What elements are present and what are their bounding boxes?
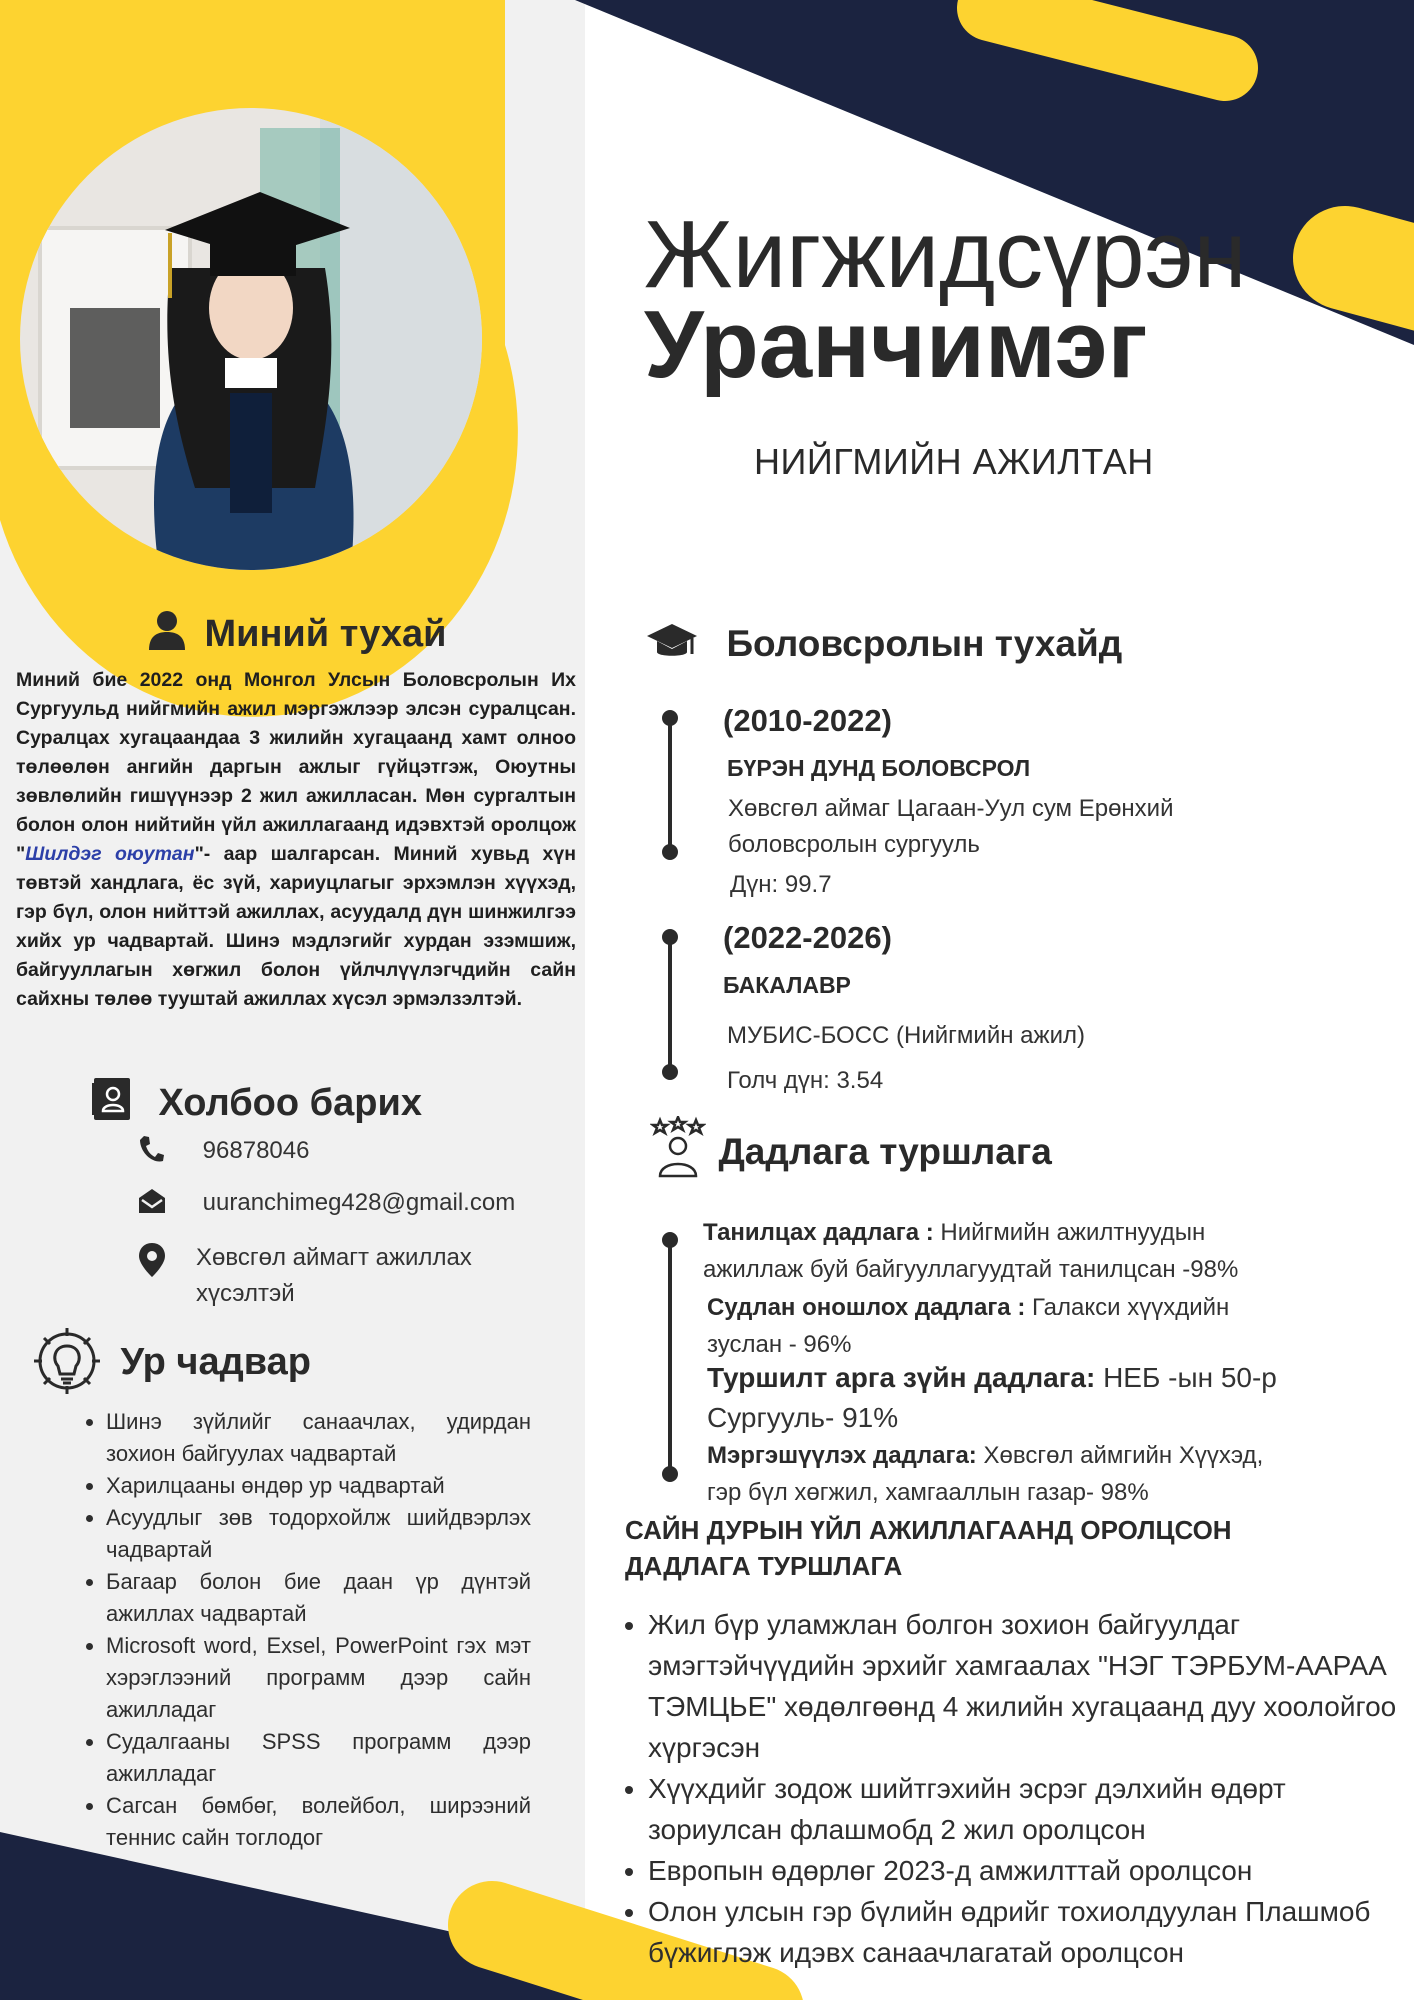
skills-heading	[32, 1326, 311, 1396]
volunteer-title-line2: ДАДЛАГА ТУРШЛАГА	[625, 1551, 903, 1581]
list-item: • Судалгааны SPSS программ дээр ажилладаг	[106, 1726, 531, 1790]
about-text-part1: Миний бие 2022 онд Монгол Улсын Боловсролын Их Сургуульд нийгмийн ажил мэргэжлээр элсэн суралцсан. Суралцах хугацаандаа 3 жилийн хугацаанд хамт олноо төлөөлөн ангийн даргын ажлыг гүйцэтгэж, Оюутны зөвлөлийн гишүүнээр 2 жил ажилласан. Мөн сургалтын болон олон нийтийн үйл ажиллагаанд идэвхтэй оролцож "	[16, 669, 576, 865]
list-item: • Шинэ зүйлийг санаачлах, удирдан зохион байгуулах чадвартай	[106, 1406, 531, 1470]
practice-item	[707, 1358, 1347, 1438]
contact-title: Холбоо барих	[158, 1082, 422, 1124]
list-item: • Харилцааны өндөр ур чадвартай	[106, 1470, 531, 1502]
practice-text: НЕБ -ын 50-р	[1095, 1362, 1277, 1393]
star-person-icon	[650, 1116, 706, 1178]
practice-item	[707, 1289, 1347, 1363]
graduation-cap-icon	[646, 622, 698, 662]
profile-photo	[20, 108, 482, 570]
volunteer-title-line1: САЙН ДУРЫН ҮЙЛ АЖИЛЛАГААНД ОРОЛЦСОН	[625, 1515, 1232, 1545]
first-name: Жигжидсүрэн	[644, 201, 1247, 308]
practice-label: Туршилт арга зүйн дадлага:	[707, 1362, 1096, 1393]
education-degree: БАКАЛАВР	[723, 972, 851, 998]
job-title: НИЙГМИЙН АЖИЛТАН	[754, 441, 1154, 482]
practice-text: ажиллаж буй байгууллагуудтай танилцсан -98%	[703, 1256, 1239, 1283]
gear-lightbulb-icon	[32, 1326, 102, 1396]
education-degree: БҮРЭН ДУНД БОЛОВСРОЛ	[727, 755, 1031, 781]
contact-phone-row	[138, 1133, 309, 1169]
practice-title: Дадлага туршлага	[718, 1131, 1052, 1172]
practice-label: Судлан оношлох дадлага :	[707, 1294, 1026, 1321]
about-text-part2: "- аар шалгарсан. Миний хувьд хүн төвтэй хандлага, ёс зүй, хариуцлагыг эрхэмлэн хүүхэд, гэр бүл, олон нийттэй ажиллах, асуудалд дүн шинжилгээ хийх ур чадвартай. Шинэ мэдлэгийг хурдан эзэмшиж, байгууллагын хөгжил болон үйлчлүүлэгчдийн сайн сайхны төлөө тууштай ажиллах хүсэл эрмэлзэлтэй.	[16, 843, 576, 1010]
volunteer-title	[625, 1512, 1345, 1584]
phone-icon	[138, 1134, 164, 1164]
contact-email[interactable]: uuranchimeg428@gmail.com	[202, 1189, 516, 1216]
list-item: • Олон улсын гэр бүлийн өдрийг тохиолдуулан Плашмоб бүжиглэж идэвх санаачлагатай оролцсон	[648, 1891, 1408, 1973]
education-years: (2022-2026)	[723, 920, 892, 955]
education-school-line1: Хөвсгөл аймаг Цагаан-Уул сум Ерөнхий	[728, 795, 1174, 822]
practice-text: Галакси хүүхдийн	[1025, 1294, 1230, 1321]
contact-phone[interactable]: 96878046	[202, 1137, 310, 1164]
education-score: Дүн: 99.7	[730, 871, 832, 898]
about-title: Миний тухай	[204, 613, 447, 655]
list-item: • Асуудлыг зөв тодорхойлж шийдвэрлэх чадвартай	[106, 1502, 531, 1566]
practice-text: Нийгмийн ажилтнуудын	[933, 1219, 1206, 1246]
practice-item	[703, 1214, 1343, 1288]
skills-list	[80, 1406, 531, 1854]
about-highlight: Шилдэг оюутан	[25, 843, 195, 865]
education-heading	[646, 622, 1122, 665]
practice-label: Танилцах дадлага :	[703, 1219, 934, 1246]
list-item: • Microsoft word, Exsel, PowerPoint гэх мэт хэрэглээний программ дээр сайн ажилладаг	[106, 1630, 531, 1726]
practice-text: Сургууль- 91%	[707, 1402, 899, 1433]
contact-location-row	[138, 1240, 472, 1312]
about-heading	[148, 610, 446, 656]
location-pin-icon	[138, 1242, 166, 1278]
education-school: МУБИС-БОСС (Нийгмийн ажил)	[727, 1022, 1085, 1049]
list-item: • Багаар болон бие даан үр дүнтэй ажиллах чадвартай	[106, 1566, 531, 1630]
education-years: (2010-2022)	[723, 703, 892, 738]
mail-icon	[138, 1188, 166, 1214]
user-icon	[148, 610, 186, 650]
practice-label: Мэргэшүүлэх дадлага:	[707, 1442, 977, 1469]
about-text	[16, 666, 576, 1014]
practice-text: зуслан - 96%	[707, 1331, 852, 1358]
skills-title: Ур чадвар	[120, 1341, 311, 1383]
education-score: Голч дүн: 3.54	[727, 1067, 884, 1094]
last-name: Уранчимэг	[644, 291, 1148, 398]
contact-book-icon	[92, 1077, 132, 1121]
list-item: • Хүүхдийг зодож шийтгэхийн эсрэг дэлхийн өдөрт зориулсан флашмобд 2 жил оролцсон	[648, 1768, 1408, 1850]
contact-email-row	[138, 1185, 515, 1221]
practice-item	[707, 1437, 1347, 1511]
education-title: Боловсролын тухайд	[726, 623, 1123, 664]
contact-heading	[92, 1077, 422, 1125]
contact-location-line2: хүсэлтэй	[196, 1280, 295, 1307]
contact-location-line1: Хөвсгөл аймагт ажиллах	[196, 1244, 472, 1271]
education-school	[728, 791, 1174, 863]
practice-heading	[650, 1116, 1052, 1178]
volunteer-list	[622, 1604, 1408, 1973]
graduate-photo	[20, 108, 482, 570]
education-school-line2: боловсролын сургууль	[728, 831, 980, 858]
list-item: • Европын өдөрлөг 2023-д амжилттай оролцсон	[648, 1850, 1408, 1891]
list-item: • Жил бүр уламжлан болгон зохион байгуулдаг эмэгтэйчүүдийн эрхийг хамгаалах "НЭГ ТЭРБУМ-ААРАА ТЭМЦЬЕ" хөдөлгөөнд 4 жилийн хугацаанд дуу хоолойгоо хүргэсэн	[648, 1604, 1408, 1768]
practice-text: Хөвсгөл аймгийн Хүүхэд,	[976, 1442, 1264, 1469]
practice-text: гэр бүл хөгжил, хамгааллын газар- 98%	[707, 1479, 1149, 1506]
list-item: • Сагсан бөмбөг, волейбол, ширээний теннис сайн тоглодог	[106, 1790, 531, 1854]
